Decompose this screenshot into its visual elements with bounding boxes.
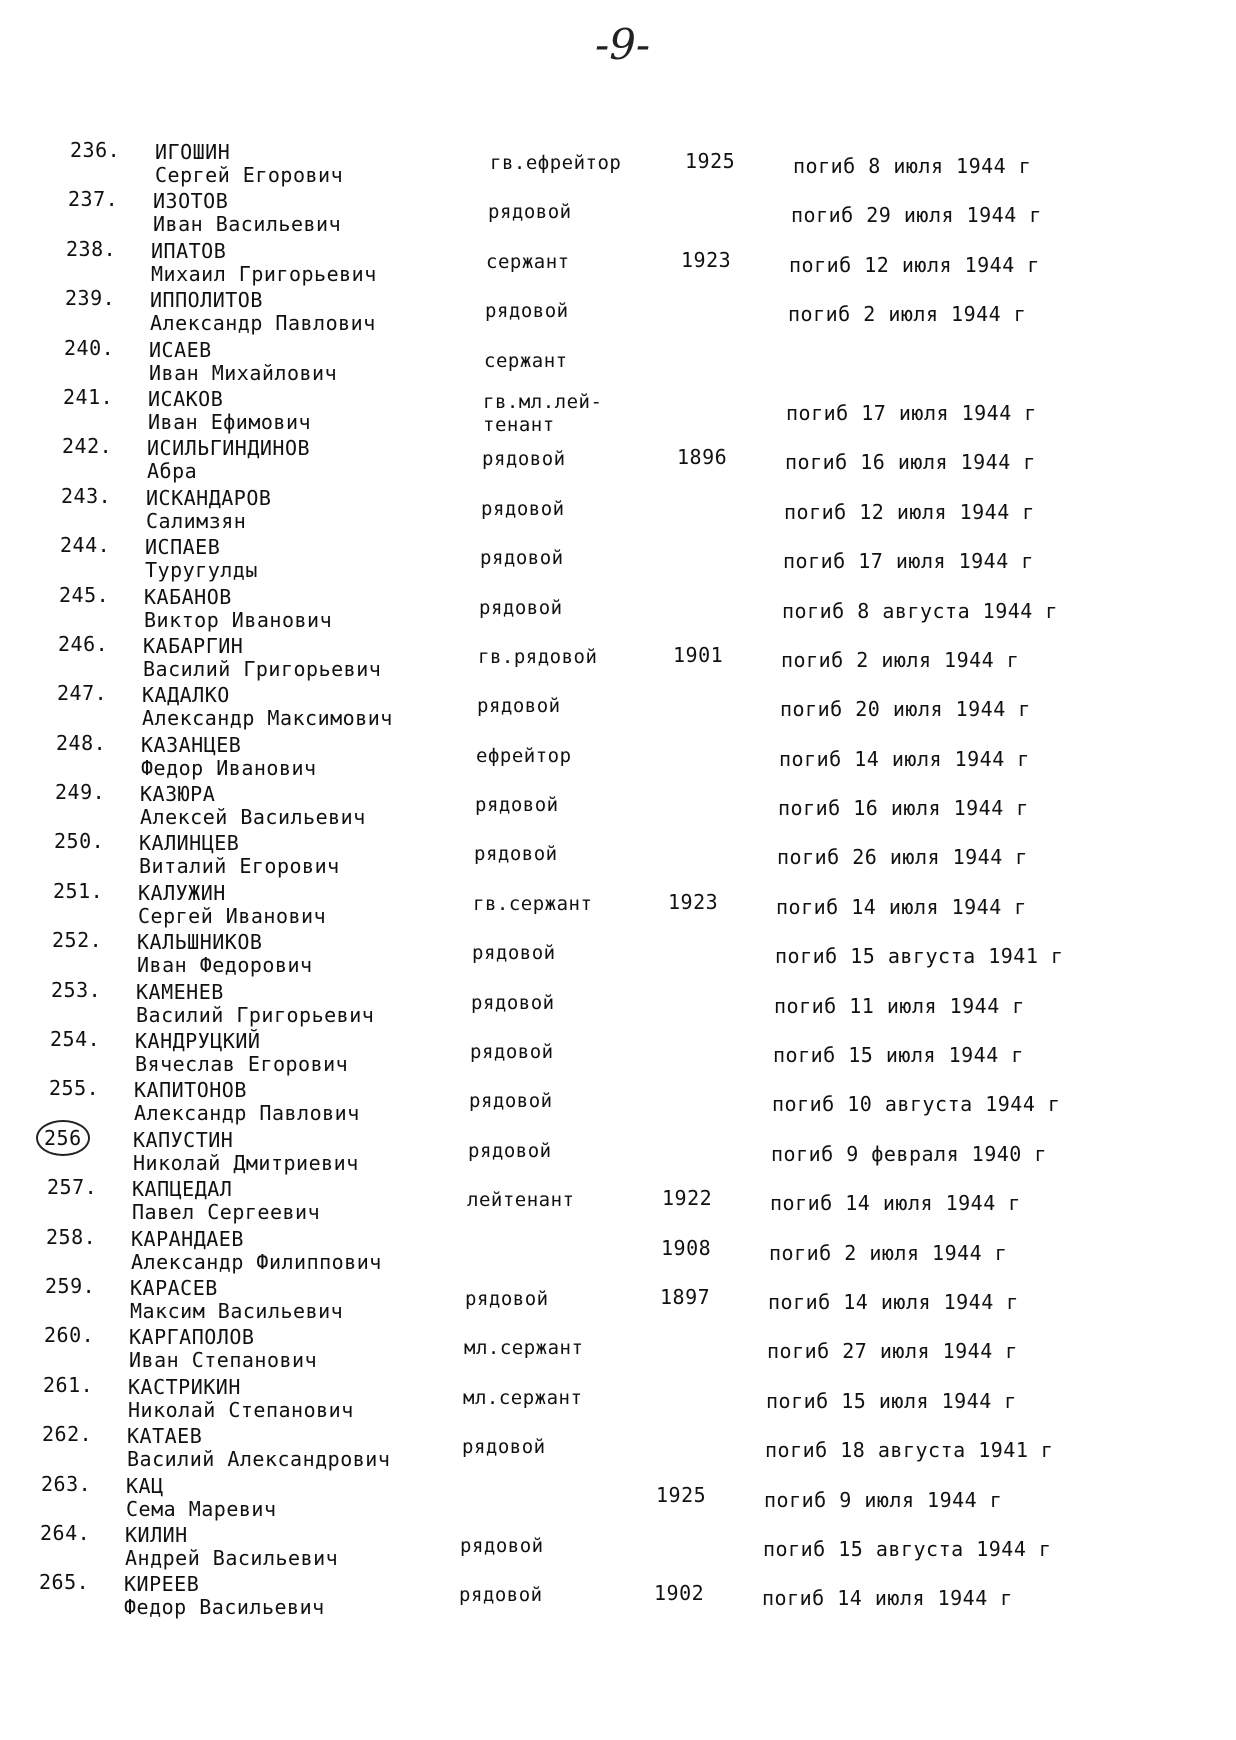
list-entry bbox=[0, 1175, 1213, 1224]
entry-number: 241. bbox=[63, 384, 114, 409]
entry-number: 237. bbox=[68, 187, 119, 212]
entry-number: 240. bbox=[64, 335, 115, 360]
list-entry bbox=[0, 1570, 1205, 1619]
entry-surname: КАТАЕВ bbox=[127, 1424, 203, 1449]
entry-fate: погиб 15 июля 1944 г bbox=[766, 1388, 1017, 1413]
entry-given-names: Виктор Иванович bbox=[144, 607, 333, 632]
entry-fate: погиб 11 июля 1944 г bbox=[774, 993, 1025, 1018]
entry-fate: погиб 9 июля 1944 г bbox=[764, 1487, 1003, 1512]
entry-birth-year: 1925 bbox=[656, 1482, 707, 1507]
entry-number: 238. bbox=[66, 236, 117, 261]
entry-fate: погиб 17 июля 1944 г bbox=[783, 549, 1034, 574]
entry-number: 236. bbox=[70, 138, 121, 162]
entry-number: 263. bbox=[41, 1471, 92, 1496]
entry-given-names: Василий Григорьевич bbox=[143, 656, 382, 681]
entry-surname: КАЛУЖИН bbox=[138, 880, 226, 905]
entry-number: 259. bbox=[45, 1273, 96, 1298]
entry-number: 258. bbox=[46, 1224, 97, 1249]
entry-fate: погиб 16 июля 1944 г bbox=[778, 796, 1029, 821]
list-entry bbox=[0, 928, 1218, 977]
list-entry bbox=[0, 1472, 1207, 1521]
entry-surname: КАПЦЕДАЛ bbox=[132, 1177, 233, 1202]
entry-fate: погиб 29 июля 1944 г bbox=[791, 203, 1042, 228]
entry-number: 255. bbox=[49, 1076, 100, 1101]
entry-given-names: Павел Сергеевич bbox=[132, 1200, 321, 1225]
entry-surname: КАБАНОВ bbox=[144, 584, 232, 609]
entry-surname: КАНДРУЦКИЙ bbox=[135, 1029, 261, 1054]
entry-fate: погиб 15 августа 1941 г bbox=[775, 944, 1064, 969]
list-entry bbox=[0, 484, 1227, 533]
list-entry bbox=[0, 1521, 1206, 1570]
entry-rank: рядовой bbox=[469, 1090, 553, 1113]
entry-rank-line2: тенант bbox=[483, 413, 555, 436]
entry-fate: погиб 27 июля 1944 г bbox=[767, 1339, 1018, 1364]
entry-number: 242. bbox=[62, 434, 113, 459]
entry-given-names: Андрей Васильевич bbox=[125, 1545, 339, 1570]
entry-rank: рядовой bbox=[477, 695, 561, 718]
entry-number: 239. bbox=[65, 286, 116, 311]
entry-fate: погиб 17 июля 1944 г bbox=[786, 400, 1037, 425]
entry-rank: рядовой bbox=[481, 497, 565, 520]
entry-given-names: Вячеслав Егорович bbox=[135, 1052, 349, 1077]
list-entry bbox=[0, 187, 1234, 236]
entry-surname: ИСКАНДАРОВ bbox=[146, 485, 272, 510]
entry-number: 251. bbox=[53, 878, 104, 903]
entry-number: 244. bbox=[60, 533, 111, 558]
list-entry bbox=[0, 237, 1232, 286]
entry-number: 254. bbox=[50, 1027, 101, 1052]
entry-fate: погиб 8 июля 1944 г bbox=[793, 154, 1032, 178]
entry-fate: погиб 12 июля 1944 г bbox=[789, 252, 1040, 277]
entry-rank: рядовой bbox=[459, 1584, 543, 1607]
entry-fate: погиб 14 июля 1944 г bbox=[776, 894, 1027, 919]
entry-number: 250. bbox=[54, 829, 105, 854]
entry-fate: погиб 20 июля 1944 г bbox=[780, 697, 1031, 722]
entry-rank: гв.рядовой bbox=[478, 645, 598, 668]
entry-surname: КАМЕНЕВ bbox=[136, 979, 224, 1004]
entry-surname: КАДАЛКО bbox=[142, 683, 230, 708]
list-entry bbox=[0, 1274, 1211, 1323]
entry-number: 260. bbox=[44, 1323, 95, 1348]
entry-surname: ИСПАЕВ bbox=[145, 535, 221, 560]
entry-number: 245. bbox=[59, 582, 110, 607]
entry-given-names: Федор Иванович bbox=[141, 755, 317, 780]
entry-number: 261. bbox=[43, 1372, 94, 1397]
entry-rank: сержант bbox=[484, 349, 568, 372]
entry-rank: рядовой bbox=[470, 1041, 554, 1064]
entry-given-names: Сергей Егорович bbox=[155, 163, 344, 187]
list-entry bbox=[0, 385, 1229, 434]
casualty-list bbox=[0, 138, 1236, 1620]
list-entry bbox=[0, 138, 1236, 187]
entry-number: 243. bbox=[61, 483, 112, 508]
entry-given-names: Михаил Григорьевич bbox=[151, 261, 377, 286]
entry-fate: погиб 14 июля 1944 г bbox=[762, 1586, 1013, 1611]
entry-surname: КАЦ bbox=[126, 1473, 164, 1498]
entry-fate: погиб 18 августа 1941 г bbox=[765, 1438, 1054, 1463]
list-entry bbox=[0, 681, 1223, 730]
entry-surname: КАЗЮРА bbox=[140, 782, 216, 807]
entry-given-names: Иван Ефимович bbox=[148, 409, 312, 434]
entry-birth-year: 1902 bbox=[654, 1581, 705, 1606]
entry-surname: ИСАКОВ bbox=[148, 386, 224, 411]
entry-fate: погиб 26 июля 1944 г bbox=[777, 845, 1028, 870]
entry-surname: КИРЕЕВ bbox=[124, 1572, 200, 1597]
entry-rank: рядовой bbox=[460, 1534, 544, 1557]
entry-surname: КАСТРИКИН bbox=[128, 1374, 241, 1399]
entry-given-names: Сема Маревич bbox=[126, 1496, 277, 1521]
entry-surname: ИГОШИН bbox=[155, 140, 231, 164]
list-entry bbox=[0, 286, 1231, 335]
entry-fate: погиб 10 августа 1944 г bbox=[772, 1092, 1061, 1117]
entry-surname: КАЛИНЦЕВ bbox=[139, 831, 240, 856]
entry-given-names: Николай Степанович bbox=[128, 1397, 354, 1422]
entry-given-names: Максим Васильевич bbox=[130, 1298, 344, 1323]
entry-given-names: Иван Михайлович bbox=[149, 360, 338, 385]
entry-given-names: Николай Дмитриевич bbox=[133, 1150, 359, 1175]
entry-rank bbox=[483, 391, 602, 437]
entry-fate: погиб 14 июля 1944 г bbox=[770, 1191, 1021, 1216]
list-entry bbox=[0, 1422, 1208, 1471]
entry-number bbox=[44, 1125, 128, 1156]
entry-surname: ИЗОТОВ bbox=[153, 189, 229, 214]
entry-fate: погиб 8 августа 1944 г bbox=[782, 598, 1058, 623]
entry-rank: рядовой bbox=[472, 942, 556, 965]
list-entry bbox=[0, 1076, 1215, 1125]
entry-rank: рядовой bbox=[480, 547, 564, 570]
entry-birth-year: 1896 bbox=[677, 445, 728, 470]
entry-fate: погиб 16 июля 1944 г bbox=[785, 450, 1036, 475]
list-entry bbox=[0, 978, 1217, 1027]
entry-rank: рядовой bbox=[479, 596, 563, 619]
entry-given-names: Виталий Егорович bbox=[139, 854, 340, 879]
entry-fate: погиб 2 июля 1944 г bbox=[781, 647, 1020, 672]
entry-surname: КАПУСТИН bbox=[133, 1127, 234, 1152]
entry-fate: погиб 12 июля 1944 г bbox=[784, 499, 1035, 524]
entry-surname: ИСАЕВ bbox=[149, 337, 212, 362]
entry-number: 257. bbox=[47, 1175, 98, 1200]
entry-rank: рядовой bbox=[488, 201, 572, 224]
list-entry bbox=[0, 829, 1220, 878]
entry-surname: КАРАСЕВ bbox=[130, 1275, 218, 1300]
entry-rank: рядовой bbox=[475, 794, 559, 817]
entry-surname: КАЗАНЦЕВ bbox=[141, 732, 242, 757]
entry-given-names: Василий Григорьевич bbox=[136, 1002, 375, 1027]
page-number: -9- bbox=[595, 20, 651, 69]
entry-number: 252. bbox=[52, 928, 103, 953]
entry-rank: гв.ефрейтор bbox=[490, 152, 622, 174]
entry-number: 265. bbox=[39, 1570, 90, 1595]
list-entry bbox=[0, 1373, 1209, 1422]
entry-birth-year: 1923 bbox=[681, 247, 732, 272]
entry-number: 264. bbox=[40, 1520, 91, 1545]
list-entry bbox=[0, 1126, 1214, 1175]
entry-surname: ИПАТОВ bbox=[151, 238, 227, 263]
entry-fate: погиб 2 июля 1944 г bbox=[788, 302, 1027, 327]
entry-surname: КАРГАПОЛОВ bbox=[129, 1325, 255, 1350]
entry-number: 253. bbox=[51, 977, 102, 1002]
entry-fate: погиб 15 августа 1944 г bbox=[763, 1536, 1052, 1561]
entry-surname: ИППОЛИТОВ bbox=[150, 288, 263, 313]
entry-surname: КАБАРГИН bbox=[143, 633, 244, 658]
entry-given-names: Алексей Васильевич bbox=[140, 805, 366, 830]
entry-fate: погиб 14 июля 1944 г bbox=[768, 1289, 1019, 1314]
entry-given-names: Александр Максимович bbox=[142, 706, 393, 731]
entry-given-names: Сергей Иванович bbox=[138, 903, 327, 928]
entry-given-names: Иван Степанович bbox=[129, 1348, 318, 1373]
list-entry bbox=[0, 336, 1230, 385]
entry-surname: КИЛИН bbox=[125, 1522, 188, 1547]
entry-rank: ефрейтор bbox=[476, 744, 572, 767]
entry-birth-year: 1922 bbox=[662, 1186, 713, 1211]
entry-given-names: Иван Федорович bbox=[137, 953, 313, 978]
circled-entry-number: 256 bbox=[36, 1120, 90, 1156]
entry-given-names: Иван Васильевич bbox=[153, 212, 342, 237]
entry-given-names: Салимзян bbox=[146, 508, 247, 533]
entry-given-names: Василий Александрович bbox=[127, 1447, 391, 1472]
entry-surname: КАЛЬШНИКОВ bbox=[137, 930, 263, 955]
list-entry bbox=[0, 731, 1222, 780]
list-entry bbox=[0, 780, 1221, 829]
entry-surname: КАПИТОНОВ bbox=[134, 1078, 247, 1103]
entry-rank: рядовой bbox=[462, 1436, 546, 1459]
entry-rank: рядовой bbox=[468, 1139, 552, 1162]
list-entry bbox=[0, 1027, 1216, 1076]
entry-fate: погиб 15 июля 1944 г bbox=[773, 1043, 1024, 1068]
entry-rank: мл.сержант bbox=[464, 1337, 584, 1360]
entry-birth-year: 1908 bbox=[661, 1235, 712, 1260]
list-entry bbox=[0, 434, 1228, 483]
entry-birth-year: 1897 bbox=[660, 1284, 711, 1309]
list-entry bbox=[0, 632, 1224, 681]
entry-number: 247. bbox=[57, 681, 108, 706]
entry-number: 249. bbox=[55, 780, 106, 805]
entry-rank: сержант bbox=[486, 250, 570, 273]
entry-given-names: Александр Павлович bbox=[150, 311, 376, 336]
entry-birth-year: 1901 bbox=[673, 642, 724, 667]
entry-rank: рядовой bbox=[471, 991, 555, 1014]
entry-fate: погиб 2 июля 1944 г bbox=[769, 1240, 1008, 1265]
entry-rank: рядовой bbox=[485, 300, 569, 323]
list-entry bbox=[0, 583, 1225, 632]
entry-rank: гв.сержант bbox=[473, 892, 593, 915]
list-entry bbox=[0, 533, 1226, 582]
entry-number: 248. bbox=[56, 730, 107, 755]
entry-rank: лейтенант bbox=[467, 1189, 575, 1212]
entry-birth-year: 1925 bbox=[685, 149, 736, 173]
entry-given-names: Федор Васильевич bbox=[124, 1595, 325, 1620]
entry-given-names: Абра bbox=[147, 459, 198, 484]
list-entry bbox=[0, 1225, 1212, 1274]
entry-rank: рядовой bbox=[474, 843, 558, 866]
list-entry bbox=[0, 879, 1219, 928]
entry-given-names: Александр Павлович bbox=[134, 1101, 360, 1126]
entry-surname: ИСИЛЬГИНДИНОВ bbox=[147, 436, 311, 461]
entry-given-names: Александр Филиппович bbox=[131, 1249, 382, 1274]
entry-birth-year: 1923 bbox=[668, 889, 719, 914]
entry-rank: рядовой bbox=[465, 1287, 549, 1310]
entry-rank: мл.сержант bbox=[463, 1386, 583, 1409]
entry-fate: погиб 9 февраля 1940 г bbox=[771, 1141, 1047, 1166]
entry-rank-line1: гв.мл.лей- bbox=[483, 390, 603, 413]
entry-surname: КАРАНДАЕВ bbox=[131, 1226, 244, 1251]
list-entry bbox=[0, 1323, 1210, 1372]
entry-number: 262. bbox=[42, 1422, 93, 1447]
entry-rank: рядовой bbox=[482, 448, 566, 471]
entry-given-names: Туругулды bbox=[145, 558, 258, 583]
entry-number: 246. bbox=[58, 631, 109, 656]
entry-fate: погиб 14 июля 1944 г bbox=[779, 746, 1030, 771]
